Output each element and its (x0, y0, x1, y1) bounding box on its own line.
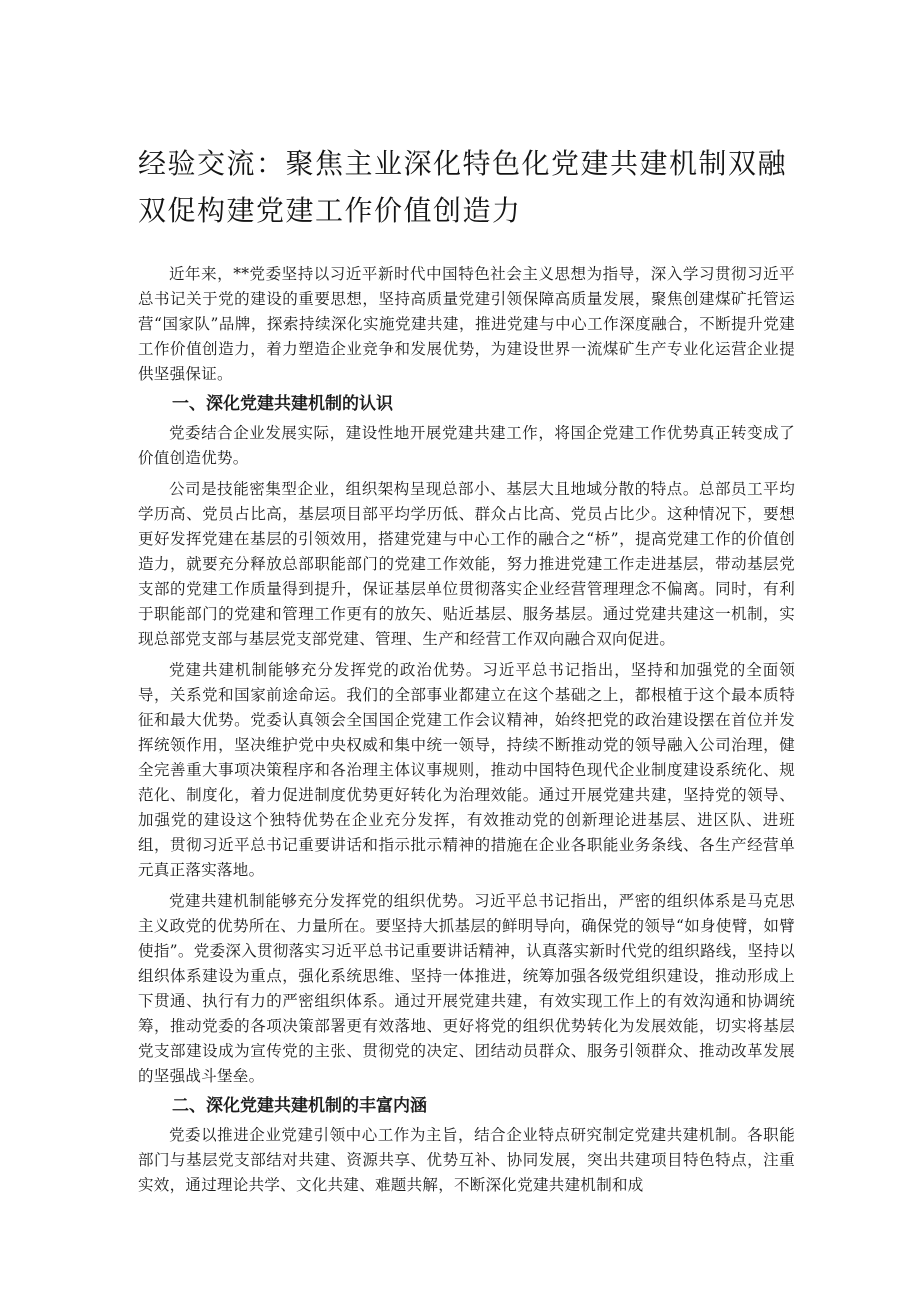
document-title: 经验交流：聚焦主业深化特色化党建共建机制双融双促构建党建工作价值创造力 (138, 147, 788, 227)
section-2-paragraph-1: 党委以推进企业党建引领中心工作为主旨，结合企业特点研究制定党建共建机制。各职能部门与基层党支部结对共建、资源共享、优势互补、协同发展，突出共建项目特色特点，注重实效，通过理论共学、文化共建、难题共解，不断深化党建共建机制和成 (138, 1126, 795, 1194)
section-1-heading: 一、深化党建共建机制的认识 (172, 394, 393, 414)
section-1-paragraph-3: 党建共建机制能够充分发挥党的政治优势。习近平总书记指出，坚持和加强党的全面领导，关系党和国家前途命运。我们的全部事业都建立在这个基础之上，都根植于这个最本质特征和最大优势。党委认真领会全国国企党建工作会议精神，始终把党的政治建设摆在首位并发挥统领作用，坚决维护党中央权威和集中统一领导，持续不断推动党的领导融入公司治理，健全完善重大事项决策程序和各治理主体议事规则，推动中国特色现代企业制度建设系统化、规范化、制度化，着力促进制度优势更好转化为治理效能。通过开展党建共建，坚持党的领导、加强党的建设这个独特优势在企业充分发挥，有效推动党的创新理论进基层、进区队、进班组，贯彻习近平总书记重要讲话和指示批示精神的措施在企业各职能业务条线、各生产经营单元真正落实落地。 (138, 661, 795, 879)
section-1-paragraph-1: 党委结合企业发展实际，建设性地开展党建共建工作，将国企党建工作优势真正转变成了价值创造优势。 (138, 424, 795, 467)
section-1-paragraph-2: 公司是技能密集型企业，组织架构呈现总部小、基层大且地域分散的特点。总部员工平均学历高、党员占比高，基层项目部平均学历低、群众占比高、党员占比少。这种情况下，要想更好发挥党建在基层的引领效用，搭建党建与中心工作的融合之“桥”，提高党建工作的价值创造力，就要充分释放总部职能部门的党建工作效能，努力推进党建工作走进基层，带动基层党支部的党建工作质量得到提升，保证基层单位贯彻落实企业经营管理理念不偏离。同时，有利于职能部门的党建和管理工作更有的放矢、贴近基层、服务基层。通过党建共建这一机制，实现总部党支部与基层党支部党建、管理、生产和经营工作双向融合双向促进。 (138, 480, 795, 648)
intro-paragraph: 近年来，**党委坚持以习近平新时代中国特色社会主义思想为指导，深入学习贯彻习近平总书记关于党的建设的重要思想，坚持高质量党建引领保障高质量发展，聚焦创建煤矿托管运营“国家队”品牌，探索持续深化实施党建共建，推进党建与中心工作深度融合，不断提升党建工作价值创造力，着力塑造企业竞争和发展优势，为建设世界一流煤矿生产专业化运营企业提供坚强保证。 (138, 265, 795, 383)
section-1-paragraph-4: 党建共建机制能够充分发挥党的组织优势。习近平总书记指出，严密的组织体系是马克思主义政党的优势所在、力量所在。要坚持大抓基层的鲜明导向，确保党的领导“如身使臂，如臂使指”。党委深入贯彻落实习近平总书记重要讲话精神，认真落实新时代党的组织路线，坚持以组织体系建设为重点，强化系统思维、坚持一体推进，统筹加强各级党组织建设，推动形成上下贯通、执行有力的严密组织体系。通过开展党建共建，有效实现工作上的有效沟通和协调统筹，推动党委的各项决策部署更有效落地、更好将党的组织优势转化为发展效能，切实将基层党支部建设成为宣传党的主张、贯彻党的决定、团结动员群众、服务引领群众、推动改革发展的坚强战斗堡垒。 (138, 892, 795, 1085)
section-2-heading: 二、深化党建共建机制的丰富内涵 (172, 1096, 427, 1116)
